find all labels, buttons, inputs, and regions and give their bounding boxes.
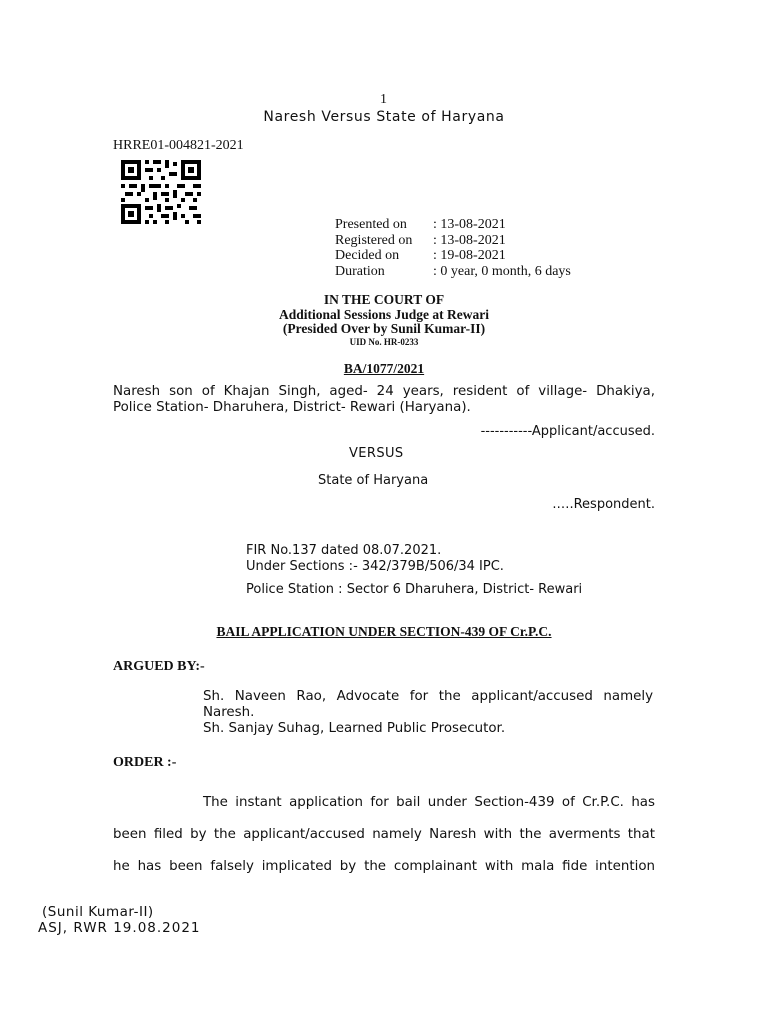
order-line-3: he has been falsely implicated by the complainant with mala fide intention [113, 859, 655, 874]
respondent-role: .….Respondent. [552, 497, 655, 512]
signature-name: (Sunil Kumar-II) [42, 904, 154, 920]
applicant-line-1: Naresh son of Khajan Singh, aged- 24 years, resident of village- Dhakiya, [113, 384, 655, 399]
case-title: Naresh Versus State of Haryana [263, 109, 505, 125]
versus-label: VERSUS [349, 446, 404, 461]
meta-decided: Decided on : 19-08-2021 [335, 248, 506, 263]
bail-application-heading: BAIL APPLICATION UNDER SECTION-439 OF Cr.P.C. [216, 624, 552, 639]
counsel-details [203, 689, 653, 737]
counsel-line-1: Sh. Naveen Rao, Advocate for the applicant/accused namely [203, 689, 653, 704]
cnr-number: HRRE01-004821-2021 [113, 138, 244, 153]
fir-details [246, 543, 582, 598]
counsel-line-3: Sh. Sanjay Suhag, Learned Public Prosecutor. [203, 721, 506, 736]
court-line-3: (Presided Over by Sunil Kumar-II) [282, 321, 486, 336]
respondent-name: State of Haryana [318, 473, 429, 488]
applicant-line-2: Police Station- Dharuhera, District- Rewari (Haryana). [113, 400, 471, 415]
court-heading [184, 293, 584, 348]
order-text [113, 787, 655, 883]
meta-presented: Presented on : 13-08-2021 [335, 217, 506, 232]
case-meta [335, 217, 571, 279]
meta-registered: Registered on : 13-08-2021 [335, 232, 506, 248]
counsel-line-2: Naresh. [203, 705, 255, 720]
signature-designation: ASJ, RWR 19.08.2021 [38, 920, 201, 936]
fir-line-3: Police Station : Sector 6 Dharuhera, District- Rewari [246, 582, 583, 597]
argued-by-heading: ARGUED BY:- [113, 659, 205, 674]
applicant-role: -----------Applicant/accused. [480, 424, 655, 439]
order-heading: ORDER :- [113, 755, 177, 770]
fir-line-1: FIR No.137 dated 08.07.2021. [246, 543, 442, 558]
qr-code [119, 158, 203, 226]
page-number: 1 [380, 92, 387, 107]
court-line-1: IN THE COURT OF [323, 292, 445, 307]
court-uid: UID No. HR-0233 [349, 336, 419, 347]
court-line-2: Additional Sessions Judge at Rewari [278, 306, 490, 322]
fir-line-2: Under Sections :- 342/379B/506/34 IPC. [246, 559, 504, 574]
applicant-details [113, 384, 655, 416]
order-line-1: The instant application for bail under Section-439 of Cr.P.C. has [203, 795, 655, 810]
order-line-2: been filed by the applicant/accused namely Naresh with the averments that [113, 827, 655, 842]
meta-duration: Duration : 0 year, 0 month, 6 days [335, 263, 571, 279]
case-number: BA/1077/2021 [343, 361, 425, 376]
